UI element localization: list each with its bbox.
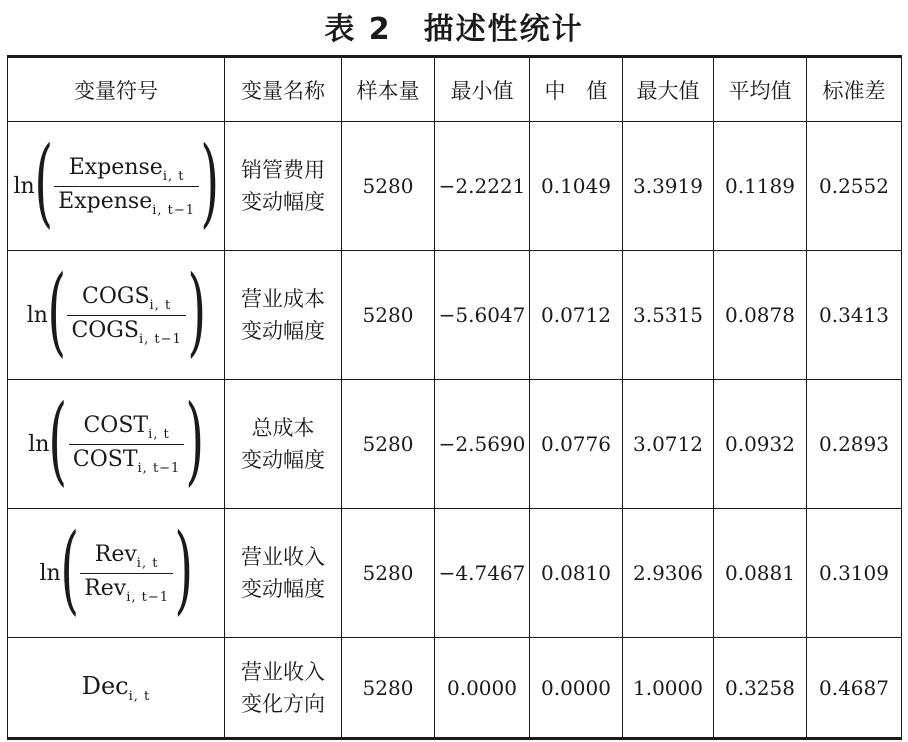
denominator: [67, 315, 185, 349]
max-cell: 3.0712: [623, 380, 714, 509]
sd-cell: 0.3109: [807, 509, 902, 638]
max-cell: 3.5315: [623, 251, 714, 380]
numerator-subscript: i, t: [136, 555, 159, 571]
denominator-text: Expense: [58, 188, 153, 214]
table-row: [8, 638, 902, 739]
formula: [39, 513, 194, 625]
max-cell: 2.9306: [623, 509, 714, 638]
min-cell: −4.7467: [435, 509, 530, 638]
descriptive-statistics-table: [7, 55, 902, 740]
mean-cell: 0.3258: [714, 638, 807, 739]
fraction: [80, 540, 173, 607]
numerator: [91, 540, 163, 573]
denominator-text: COGS: [71, 317, 139, 343]
ln-label: ln: [28, 431, 50, 457]
min-cell: 0.0000: [435, 638, 530, 739]
min-cell: −5.6047: [435, 251, 530, 380]
median-cell: 0.1049: [530, 122, 623, 251]
table-row: [8, 122, 902, 251]
header-min: 最小值: [435, 57, 530, 122]
n-cell: 5280: [342, 380, 435, 509]
median-cell: 0.0776: [530, 380, 623, 509]
sd-cell: 0.4687: [807, 638, 902, 739]
numerator: [78, 282, 175, 315]
symbol-cell: [8, 638, 225, 739]
denominator-text: COST: [72, 446, 138, 472]
denominator-subscript: i, t−1: [152, 202, 196, 218]
denominator-text: Rev: [84, 575, 127, 601]
numerator-subscript: i, t: [149, 297, 172, 313]
mean-cell: 0.0932: [714, 380, 807, 509]
min-cell: −2.2221: [435, 122, 530, 251]
numerator-subscript: i, t: [162, 168, 185, 184]
ln-label: ln: [13, 173, 35, 199]
dec-text: Dec: [81, 671, 129, 700]
name-line-2: 变化方向: [241, 691, 325, 716]
right-paren: ): [187, 255, 206, 367]
name-line-1: 营业收入: [241, 545, 325, 569]
table-row: [8, 380, 902, 509]
formula: [13, 126, 220, 238]
numerator-subscript: i, t: [148, 426, 170, 442]
header-mean: 平均值: [714, 57, 807, 122]
name-line-2: 变动幅度: [241, 190, 325, 214]
name-cell: [225, 380, 342, 509]
fraction: [69, 411, 184, 478]
name-cell: [225, 251, 342, 380]
right-paren: ): [185, 384, 205, 496]
symbol-cell: [8, 509, 225, 638]
name-cell: [225, 638, 342, 739]
name-line-1: 总成本: [251, 416, 315, 440]
header-n: 样本量: [342, 57, 435, 122]
formula: [26, 255, 206, 367]
sd-cell: 0.2893: [807, 380, 902, 509]
left-paren: (: [60, 513, 79, 625]
denominator-subscript: i, t−1: [138, 331, 182, 347]
name-cell: [225, 509, 342, 638]
numerator-text: Expense: [68, 154, 163, 180]
median-cell: 0.0810: [530, 509, 623, 638]
name-line-2: 变动幅度: [241, 319, 325, 343]
table-row: [8, 251, 902, 380]
max-cell: 1.0000: [623, 638, 714, 739]
sd-cell: 0.2552: [807, 122, 902, 251]
n-cell: 5280: [342, 509, 435, 638]
numerator-text: COST: [83, 412, 149, 438]
ln-label: ln: [39, 560, 61, 586]
table-title: 表 2 描述性统计: [324, 12, 584, 47]
name-line-2: 变动幅度: [241, 448, 325, 472]
n-cell: 5280: [342, 638, 435, 739]
name-line-1: 营业成本: [241, 287, 325, 311]
header-sd: 标准差: [807, 57, 902, 122]
symbol-cell: [8, 380, 225, 509]
left-paren: (: [48, 384, 68, 496]
fraction: [67, 282, 185, 349]
name-line-1: 销管费用: [241, 158, 325, 182]
denominator: [69, 444, 184, 478]
mean-cell: 0.0878: [714, 251, 807, 380]
denominator-subscript: i, t−1: [137, 460, 181, 476]
n-cell: 5280: [342, 122, 435, 251]
numerator-text: Rev: [94, 541, 137, 567]
table-row: [8, 509, 902, 638]
mean-cell: 0.1189: [714, 122, 807, 251]
dec-symbol: [81, 671, 151, 704]
header-symbol: 变量符号: [8, 57, 225, 122]
symbol-cell: [8, 122, 225, 251]
name-cell: [225, 122, 342, 251]
header-name: 变量名称: [225, 57, 342, 122]
numerator: [79, 411, 173, 444]
name-line-1: 营业收入: [241, 659, 325, 684]
denominator-subscript: i, t−1: [126, 589, 170, 605]
name-line-2: 变动幅度: [241, 577, 325, 601]
max-cell: 3.3919: [623, 122, 714, 251]
symbol-cell: [8, 251, 225, 380]
header-median: 中 值: [530, 57, 623, 122]
denominator: [54, 186, 199, 220]
fraction: [54, 153, 199, 220]
median-cell: 0.0712: [530, 251, 623, 380]
numerator-text: COGS: [82, 283, 150, 309]
left-paren: (: [47, 255, 67, 367]
median-cell: 0.0000: [530, 638, 623, 739]
dec-subscript: i, t: [128, 688, 151, 704]
mean-cell: 0.0881: [714, 509, 807, 638]
n-cell: 5280: [342, 251, 435, 380]
numerator: [65, 153, 189, 186]
right-paren: ): [200, 126, 220, 238]
left-paren: (: [34, 126, 53, 238]
min-cell: −2.5690: [435, 380, 530, 509]
right-paren: ): [174, 513, 194, 625]
formula: [28, 384, 205, 496]
header-max: 最大值: [623, 57, 714, 122]
ln-label: ln: [26, 302, 48, 328]
denominator: [80, 573, 173, 607]
header-row: [8, 57, 902, 122]
sd-cell: 0.3413: [807, 251, 902, 380]
